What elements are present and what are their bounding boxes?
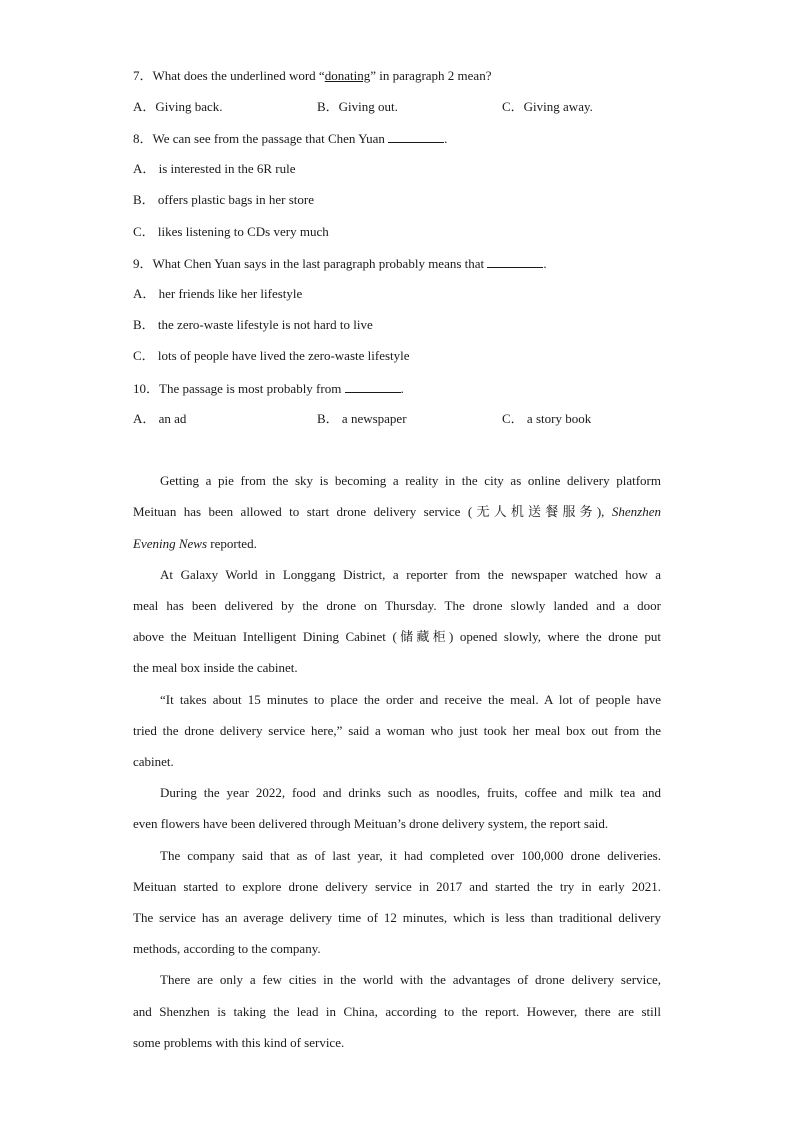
passage-p5-line1: The company said that as of last year, it had completed over 100,000 drone deliveries. <box>160 848 661 863</box>
question-8-stem: 8．We can see from the passage that Chen Yuan . <box>133 131 448 146</box>
question-10-options <box>133 411 663 427</box>
passage-p5-line3: The service has an average delivery time of 12 minutes, which is less than traditional delivery <box>133 910 661 925</box>
passage-p3-line1: “It takes about 15 minutes to place the order and receive the meal. A lot of people have <box>160 692 661 707</box>
question-10-stem: 10．The passage is most probably from . <box>133 381 404 396</box>
question-9-option-b: B． the zero-waste lifestyle is not hard to live <box>133 317 373 332</box>
option-a: A．Giving back. <box>133 99 223 114</box>
passage-p2-line1: At Galaxy World in Longgang District, a reporter from the newspaper watched how a <box>160 567 661 582</box>
option-c: C． a story book <box>502 411 592 426</box>
answer-blank <box>388 130 444 143</box>
question-8-option-a: A． is interested in the 6R rule <box>133 161 296 176</box>
answer-blank <box>487 255 543 268</box>
passage-p4-line1: During the year 2022, food and drinks such as noodles, fruits, coffee and milk tea and <box>160 785 661 800</box>
option-b: B．Giving out. <box>317 99 398 114</box>
underlined-word: donating <box>324 68 371 83</box>
passage-p3-line3: cabinet. <box>133 754 174 769</box>
answer-blank <box>345 380 401 393</box>
passage-p2-line2: meal has been delivered by the drone on Thursday. The drone slowly landed and a door <box>133 598 661 613</box>
option-c: C．Giving away. <box>502 99 593 114</box>
question-7-stem: 7．What does the underlined word “donating” in paragraph 2 mean? <box>133 68 492 83</box>
passage-p1-line3: Evening News reported. <box>133 536 257 551</box>
passage-p2-line4: the meal box inside the cabinet. <box>133 660 298 675</box>
question-9-option-c: C． lots of people have lived the zero-waste lifestyle <box>133 348 410 363</box>
question-7-options <box>133 99 663 115</box>
passage-p6-line3: some problems with this kind of service. <box>133 1035 345 1050</box>
passage-p2-line3: above the Meituan Intelligent Dining Cabinet (储藏柜) opened slowly, where the drone put <box>133 629 661 644</box>
option-a: A． an ad <box>133 411 187 426</box>
question-9-option-a: A． her friends like her lifestyle <box>133 286 303 301</box>
question-8-option-c: C． likes listening to CDs very much <box>133 224 329 239</box>
passage-p4-line2: even flowers have been delivered through Meituan’s drone delivery system, the report said. <box>133 816 609 831</box>
question-8-option-b: B． offers plastic bags in her store <box>133 192 314 207</box>
passage-p1-line1: Getting a pie from the sky is becoming a reality in the city as online delivery platform <box>160 473 661 488</box>
newspaper-name: Shenzhen <box>611 504 661 519</box>
passage-p6-line2: and Shenzhen is taking the lead in China, according to the report. However, there are still <box>133 1004 661 1019</box>
passage-p1-line2: Meituan has been allowed to start drone delivery service (无人机送餐服务), Shenzhen <box>133 504 661 519</box>
passage-p6-line1: There are only a few cities in the world with the advantages of drone delivery service, <box>160 972 661 987</box>
passage-p5-line4: methods, according to the company. <box>133 941 321 956</box>
option-b: B． a newspaper <box>317 411 407 426</box>
passage-p3-line2: tried the drone delivery service here,” said a woman who just took her meal box out from the <box>133 723 661 738</box>
passage-p5-line2: Meituan started to explore drone delivery service in 2017 and started the try in early 2021. <box>133 879 661 894</box>
question-9-stem: 9．What Chen Yuan says in the last paragraph probably means that . <box>133 256 547 271</box>
